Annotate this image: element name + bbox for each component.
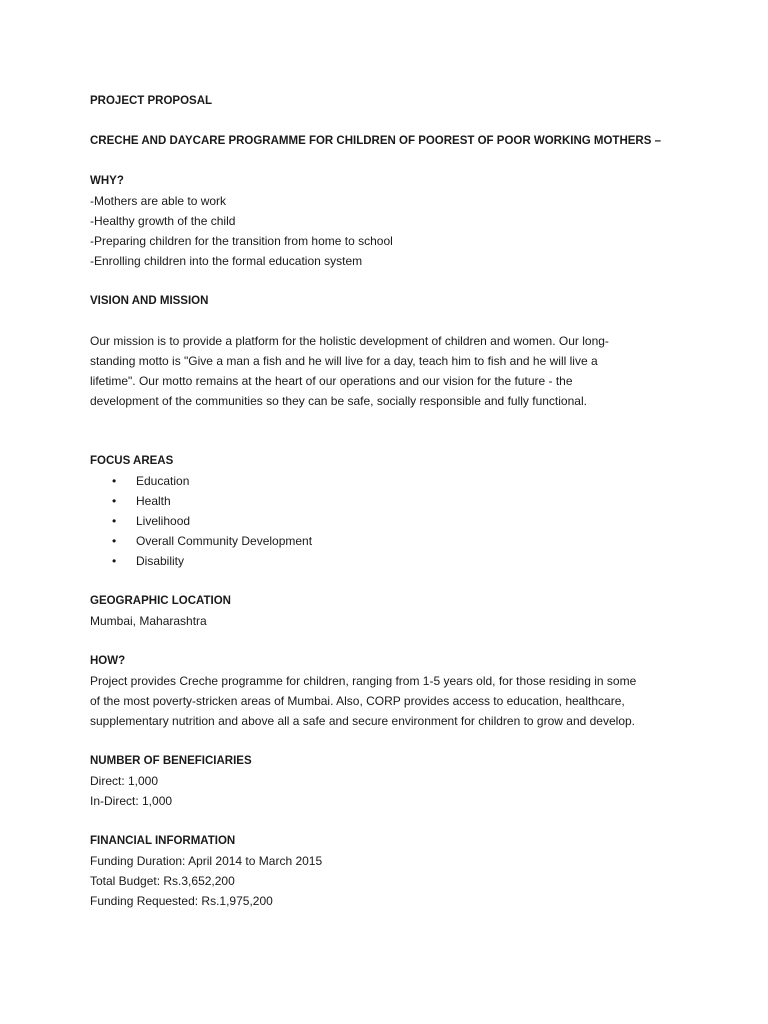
focus-item [90,531,690,551]
focus-item [90,511,690,531]
document-subtitle: CRECHE AND DAYCARE PROGRAMME FOR CHILDREN OF POOREST OF POOR WORKING MOTHERS – [90,135,661,147]
vision-paragraph-line: Our mission is to provide a platform for the holistic development of children and women. Our long- [90,334,609,348]
total-budget: Total Budget: Rs.3,652,200 [90,874,235,888]
bullet-icon: • [112,514,117,528]
focus-list [90,471,690,571]
focus-item-label: Livelihood [136,514,191,528]
why-heading: WHY? [90,175,124,187]
beneficiaries-direct: Direct: 1,000 [90,774,159,788]
document-title: PROJECT PROPOSAL [90,95,213,107]
funding-requested: Funding Requested: Rs.1,975,200 [90,894,273,908]
financial-heading: FINANCIAL INFORMATION [90,835,236,847]
funding-duration: Funding Duration: April 2014 to March 2015 [90,854,323,868]
beneficiaries-heading: NUMBER OF BENEFICIARIES [90,755,252,767]
focus-item [90,491,690,511]
document-page [90,91,690,911]
vision-paragraph-line: lifetime". Our motto remains at the heart of our operations and our vision for the future - the [90,374,573,388]
focus-item [90,551,690,571]
how-paragraph-line: supplementary nutrition and above all a safe and secure environment for children to grow and develop. [90,714,635,728]
how-paragraph-line: Project provides Creche programme for children, ranging from 1-5 years old, for those residing in some [90,674,637,688]
bullet-icon: • [112,534,117,548]
bullet-icon: • [112,554,117,568]
focus-item-label: Education [136,474,190,488]
why-item: -Enrolling children into the formal education system [90,254,363,268]
vision-heading: VISION AND MISSION [90,295,209,307]
beneficiaries-indirect: In-Direct: 1,000 [90,794,173,808]
focus-item-label: Health [136,494,171,508]
focus-heading: FOCUS AREAS [90,455,174,467]
location-value: Mumbai, Maharashtra [90,614,207,628]
vision-paragraph-line: standing motto is "Give a man a fish and he will live for a day, teach him to fish and he will live a [90,354,598,368]
bullet-icon: • [112,474,117,488]
how-heading: HOW? [90,655,126,667]
focus-item-label: Overall Community Development [136,534,313,548]
focus-item-label: Disability [136,554,185,568]
why-item: -Preparing children for the transition from home to school [90,234,393,248]
why-item: -Healthy growth of the child [90,214,236,228]
focus-item [90,471,690,491]
why-item: -Mothers are able to work [90,194,227,208]
vision-paragraph-line: development of the communities so they can be safe, socially responsible and fully functional. [90,394,587,408]
bullet-icon: • [112,494,117,508]
location-heading: GEOGRAPHIC LOCATION [90,595,231,607]
how-paragraph-line: of the most poverty-stricken areas of Mumbai. Also, CORP provides access to education, healthcare, [90,694,625,708]
